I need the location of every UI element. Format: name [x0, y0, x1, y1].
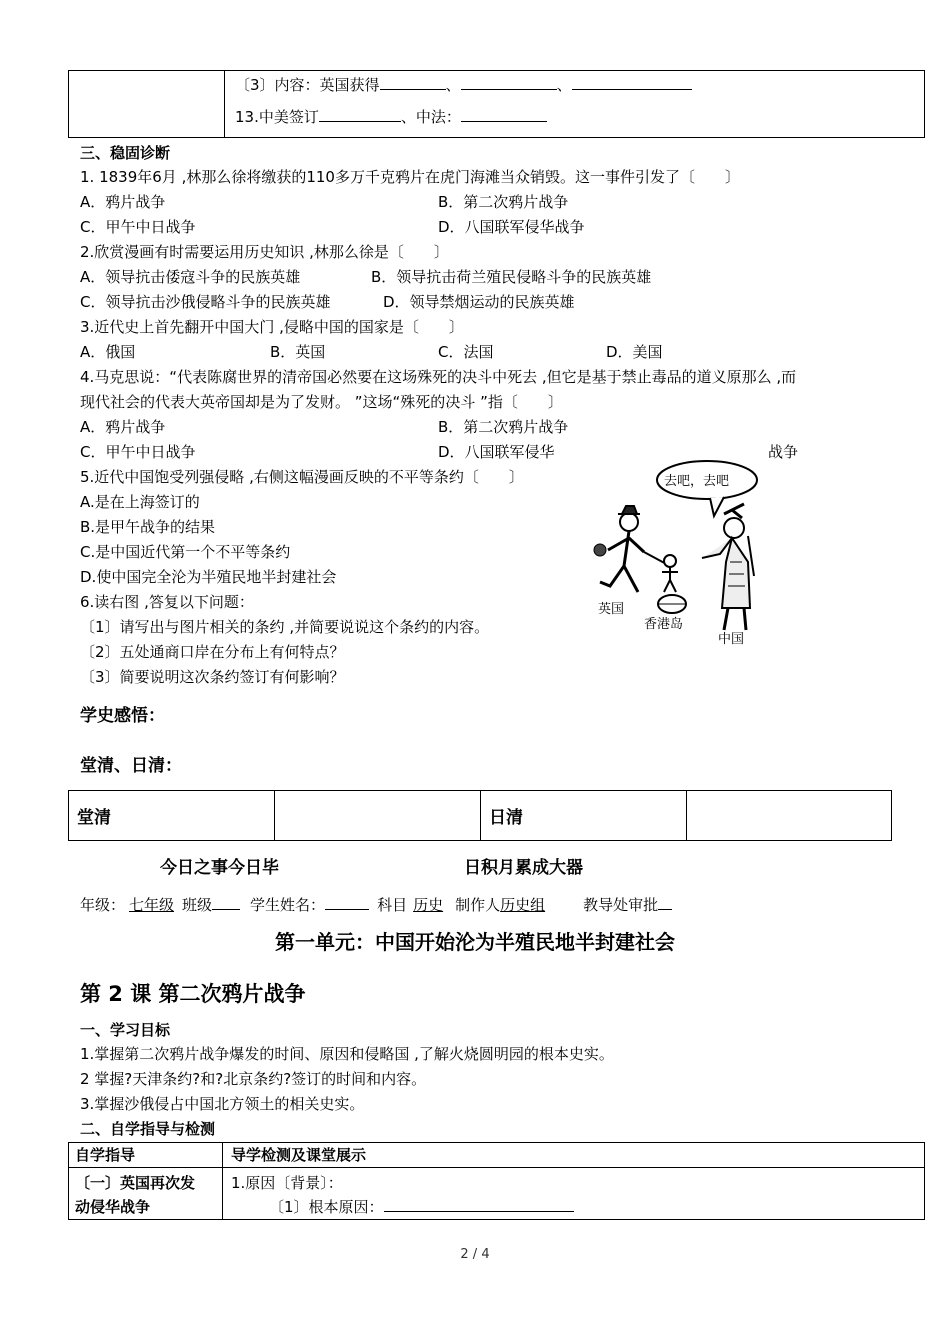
- goal-3: 3.掌握沙俄侵占中国北方领土的相关史实。: [80, 1095, 365, 1113]
- day-review-label-cell: [481, 791, 687, 841]
- answer-blank[interactable]: [461, 75, 557, 90]
- goal-2: 2 掌握?天津条约?和?北京条约?签订的时间和内容。: [80, 1070, 427, 1088]
- question-4: 4.马克思说：“代表陈腐世界的清帝国必然要在这场殊死的决斗中死去 ,但它是基于禁止毒品的道义原那么 ,而: [80, 368, 797, 386]
- option-c[interactable]: C．甲午中日战争: [80, 218, 196, 236]
- answer-blank[interactable]: [319, 107, 401, 122]
- page-number: 2 / 4: [460, 1247, 490, 1262]
- reflection-title: 学史感悟：: [80, 706, 165, 726]
- unit-title: 第一单元：中国开始沦为半殖民地半封建社会: [275, 930, 675, 954]
- guide-row-1-content: [223, 1168, 925, 1220]
- guide-header-col1: [69, 1143, 223, 1168]
- top-table-left-cell: [69, 71, 225, 138]
- info-line: [80, 895, 672, 915]
- question-3: 3.近代史上首先翻开中国大门 ,侵略中国的国家是〔 〕: [80, 318, 464, 336]
- daily-review-table: [68, 790, 892, 841]
- class-label: 班级: [182, 896, 213, 914]
- content-prompt: 〔3〕内容：英国获得: [235, 76, 380, 94]
- sub-question-2: 〔2〕五处通商口岸在分布上有何特点？: [80, 643, 345, 661]
- option-c[interactable]: C.是中国近代第一个不平等条约: [80, 543, 291, 561]
- daily-review-title: 堂清、日清：: [80, 756, 182, 776]
- option-c[interactable]: C．甲午中日战争: [80, 443, 196, 461]
- option-d-cont: 战争: [768, 443, 799, 461]
- option-b[interactable]: B．第二次鸦片战争: [438, 418, 569, 436]
- subject-value[interactable]: 历史: [413, 896, 444, 914]
- sub-question-1: 〔1〕请写出与图片相关的条约 ,并简要说说这个条约的内容。: [80, 618, 490, 636]
- separator: 、: [445, 76, 461, 94]
- option-a[interactable]: A.是在上海签订的: [80, 493, 200, 511]
- topic-line-1: 〔一〕英国再次发: [75, 1174, 196, 1192]
- grade-value[interactable]: 七年级: [129, 896, 175, 914]
- label-china: 中国: [718, 632, 745, 647]
- answer-blank[interactable]: [384, 1197, 574, 1212]
- answer-blank[interactable]: [380, 75, 446, 90]
- option-b[interactable]: B．领导抗击荷兰殖民侵略斗争的民族英雄: [371, 268, 652, 286]
- guide-row-1-topic: [69, 1168, 223, 1220]
- root-cause-prompt: 〔1〕根本原因：: [269, 1198, 384, 1216]
- top-table-right-cell: [225, 71, 925, 138]
- question-1: 1. 1839年6月 ,林那么徐将缴获的110多万千克鸦片在虎门海滩当众销毁。这一事件引发了〔 〕: [80, 168, 740, 186]
- guide-header-col2-text: 导学检测及课堂展示: [231, 1146, 367, 1164]
- speech-bubble-text: 去吧，去吧: [664, 474, 730, 489]
- review-blank[interactable]: [658, 895, 672, 910]
- question-4-cont: 现代社会的代表大英帝国却是为了发财。 ”这场“殊死的决斗 ”指〔 〕: [80, 393, 563, 411]
- topic-line-2: 动侵华战争: [75, 1198, 151, 1216]
- option-c[interactable]: C．法国: [438, 343, 494, 361]
- option-b[interactable]: B．第二次鸦片战争: [438, 193, 569, 211]
- class-review-label-cell: [69, 791, 275, 841]
- question-5: 5.近代中国饱受列强侵略 ,右侧这幅漫画反映的不平等条约〔 〕: [80, 468, 524, 486]
- answer-blank[interactable]: [572, 75, 692, 90]
- maker-value[interactable]: 历史组: [500, 896, 546, 914]
- review-label: 教导处审批: [583, 896, 659, 914]
- treaty-prompt: 13.中美签订: [235, 108, 319, 126]
- top-table: [68, 70, 925, 138]
- motto-left: 今日之事今日毕: [160, 858, 279, 878]
- option-a[interactable]: A．俄国: [80, 343, 136, 361]
- section-heading: 三、稳固诊断: [80, 144, 171, 162]
- option-a[interactable]: A．鸦片战争: [80, 418, 166, 436]
- option-d[interactable]: D．美国: [606, 343, 663, 361]
- student-name-label: 学生姓名：: [250, 896, 326, 914]
- class-review-input[interactable]: [275, 791, 481, 841]
- treaty-prompt-2: 、中法：: [400, 108, 461, 126]
- answer-blank[interactable]: [461, 107, 547, 122]
- label-hong-kong: 香港岛: [644, 617, 684, 632]
- option-d[interactable]: D.使中国完全沦为半殖民地半封建社会: [80, 568, 337, 586]
- cause-prompt: 1.原因〔背景〕：: [231, 1174, 343, 1192]
- option-d[interactable]: D．领导禁烟运动的民族英雄: [383, 293, 575, 311]
- question-2: 2.欣赏漫画有时需要运用历史知识 ,林那么徐是〔 〕: [80, 243, 449, 261]
- day-review-input[interactable]: [687, 791, 892, 841]
- guide-table: [68, 1142, 925, 1220]
- guide-header-col1-text: 自学指导: [75, 1146, 136, 1164]
- option-d[interactable]: D．八国联军侵华: [438, 443, 555, 461]
- motto-right: 日积月累成大器: [464, 858, 583, 878]
- option-a[interactable]: A．领导抗击倭寇斗争的民族英雄: [80, 268, 301, 286]
- day-review-label: 日清: [489, 808, 523, 828]
- label-britain: 英国: [598, 602, 625, 617]
- sub-question-3: 〔3〕简要说明这次条约签订有何影响？: [80, 668, 345, 686]
- question-6: 6.读右图 ,答复以下问题：: [80, 593, 254, 611]
- cartoon-illustration: [582, 458, 772, 648]
- option-b[interactable]: B．英国: [270, 343, 326, 361]
- lesson-title: 第 2 课 第二次鸦片战争: [80, 982, 306, 1006]
- guide-header-col2: [223, 1143, 925, 1168]
- subject-label: 科目: [377, 896, 408, 914]
- student-name-blank[interactable]: [325, 895, 369, 910]
- maker-label: 制作人: [455, 896, 501, 914]
- class-blank[interactable]: [212, 895, 240, 910]
- separator: 、: [556, 76, 572, 94]
- option-c[interactable]: C．领导抗击沙俄侵略斗争的民族英雄: [80, 293, 331, 311]
- option-d[interactable]: D．八国联军侵华战争: [438, 218, 585, 236]
- grade-label: 年级：: [80, 896, 126, 914]
- guide-heading: 二、自学指导与检测: [80, 1120, 216, 1138]
- goals-heading: 一、学习目标: [80, 1021, 171, 1039]
- class-review-label: 堂清: [77, 808, 111, 828]
- option-a[interactable]: A．鸦片战争: [80, 193, 166, 211]
- goal-1: 1.掌握第二次鸦片战争爆发的时间、原因和侵略国 ,了解火烧圆明园的根本史实。: [80, 1045, 614, 1063]
- option-b[interactable]: B.是甲午战争的结果: [80, 518, 216, 536]
